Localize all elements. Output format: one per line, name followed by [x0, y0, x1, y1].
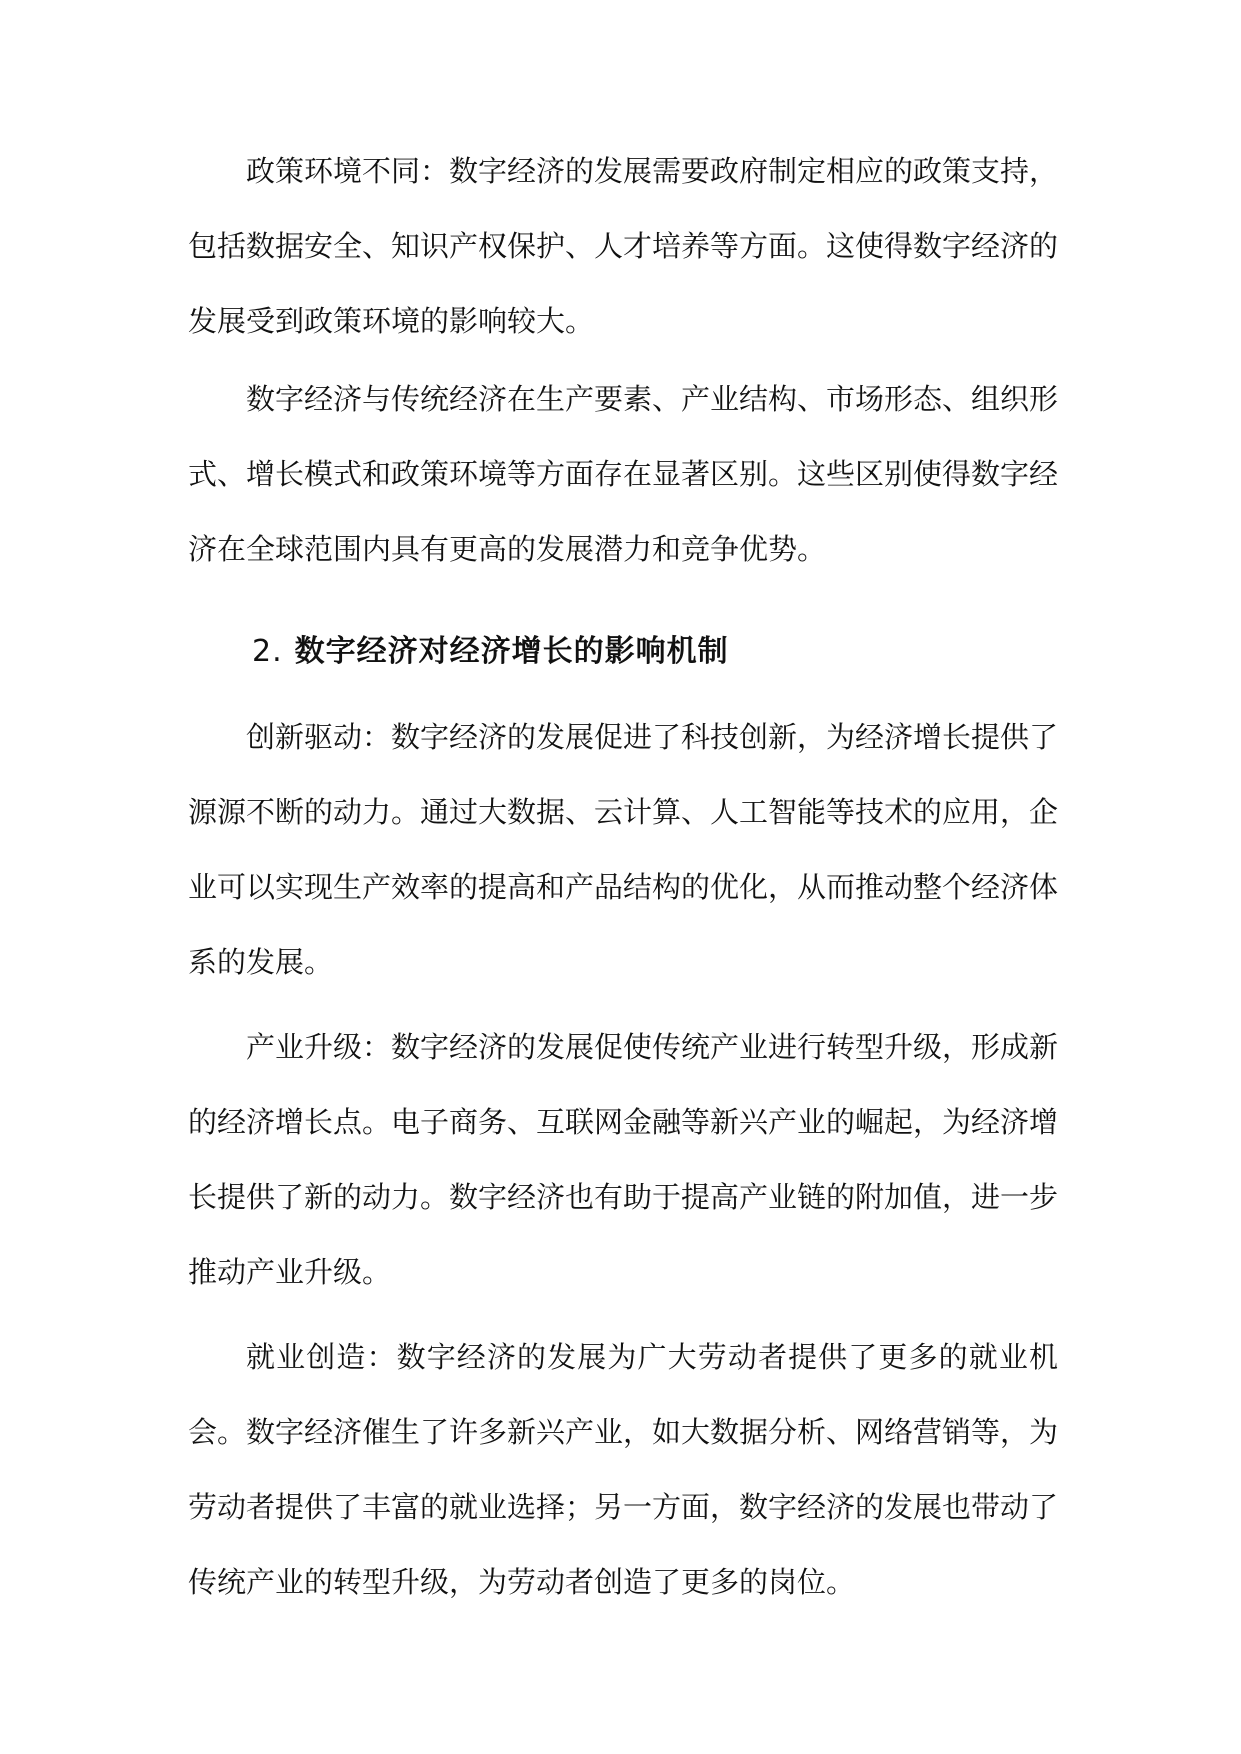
paragraph-job-creation: 就业创造：数字经济的发展为广大劳动者提供了更多的就业机会。数字经济催生了许多新兴产业，如大数据分析、网络营销等，为劳动者提供了丰富的就业选择；另一方面，数字经济的发展也带动了传统产业的转型升级，为劳动者创造了更多的岗位。 [188, 1340, 1059, 1599]
paragraph-innovation-driven: 创新驱动：数字经济的发展促进了科技创新，为经济增长提供了源源不断的动力。通过大数据、云计算、人工智能等技术的应用，企业可以实现生产效率的提高和产品结构的优化，从而推动整个经济体系的发展。 [188, 720, 1059, 979]
section-heading [252, 630, 729, 674]
paragraph-policy-environment: 政策环境不同：数字经济的发展需要政府制定相应的政策支持，包括数据安全、知识产权保护、人才培养等方面。这使得数字经济的发展受到政策环境的影响较大。 [188, 154, 1059, 338]
paragraph-summary-differences: 数字经济与传统经济在生产要素、产业结构、市场形态、组织形式、增长模式和政策环境等方面存在显著区别。这些区别使得数字经济在全球范围内具有更高的发展潜力和竞争优势。 [188, 382, 1059, 566]
section-title: 数字经济对经济增长的影响机制 [294, 634, 729, 669]
paragraph-industrial-upgrade: 产业升级：数字经济的发展促使传统产业进行转型升级，形成新的经济增长点。电子商务、互联网金融等新兴产业的崛起，为经济增长提供了新的动力。数字经济也有助于提高产业链的附加值，进一步推动产业升级。 [188, 1030, 1059, 1289]
section-number: 2. [252, 634, 283, 669]
